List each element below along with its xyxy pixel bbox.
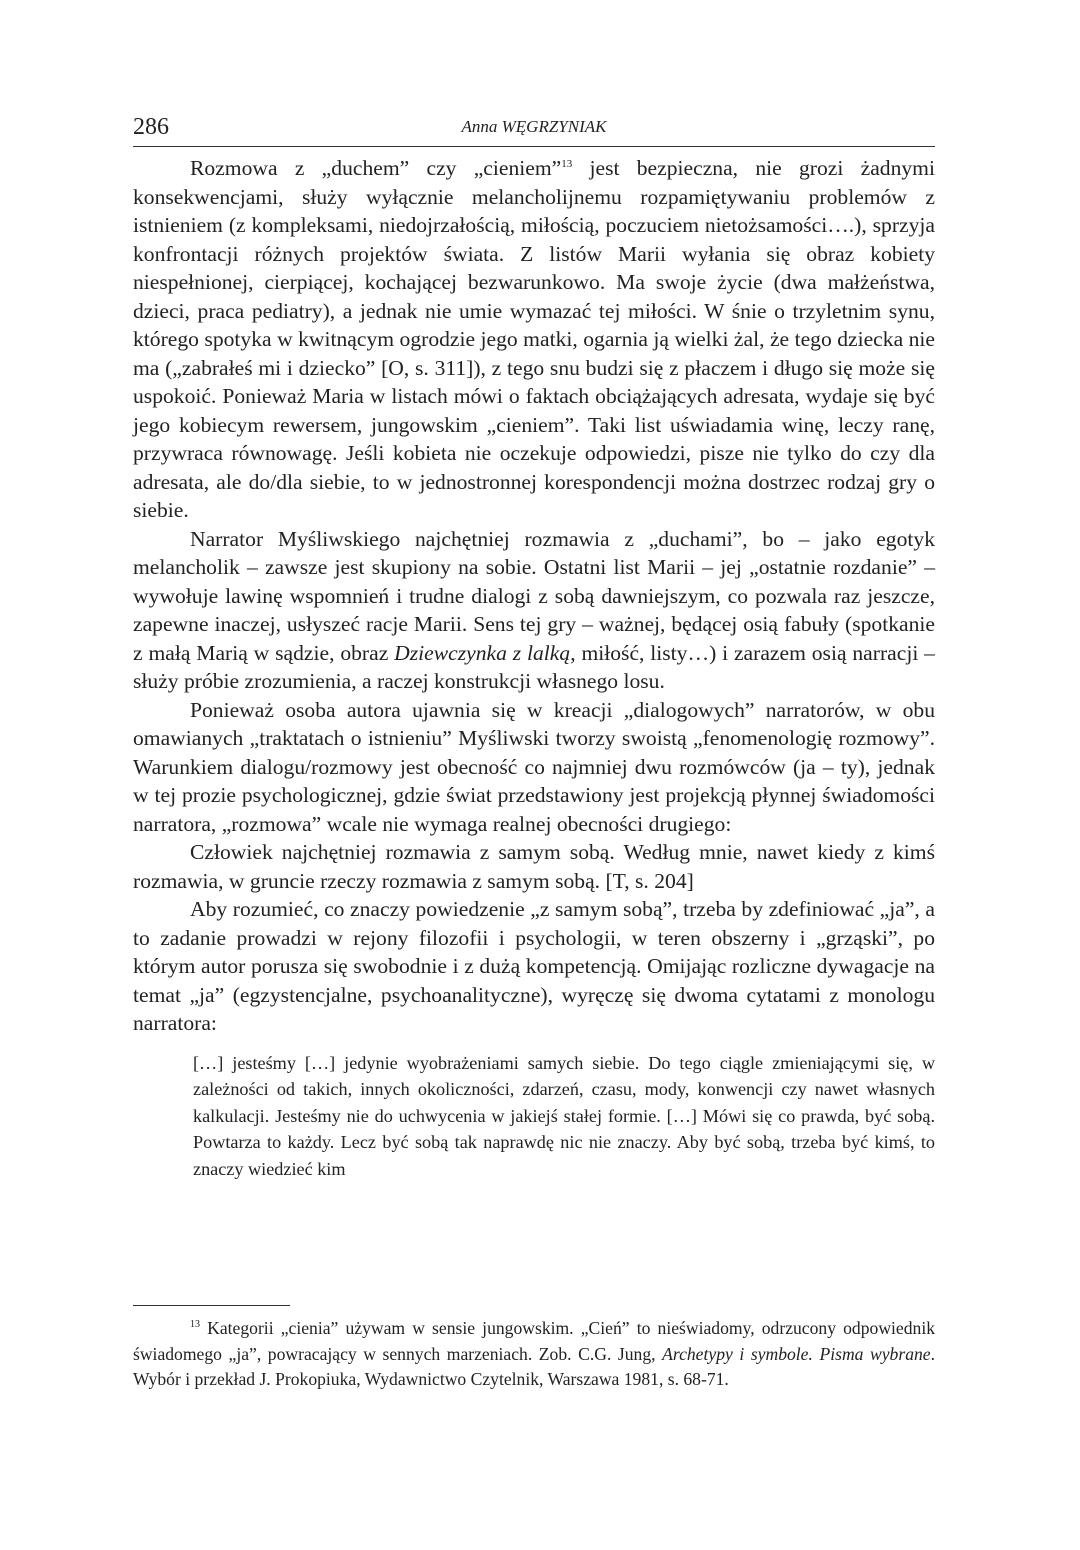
paragraph-text: Narrator Myśliwskiego najchętniej rozmawia z „duchami”, bo – jako egotyk melancholik – zawsze jest skupiony na sobie. Ostatni list Marii – jej „ostatnie rozdanie” – wywołuje lawinę wspomnień i trudne dialogi z sobą dawniejszym, co pozwala raz jeszcze, zapewne inaczej, usłyszeć racje Marii. Sens tej gry – ważnej, będącej osią fabuły (spotkanie z małą Marią w sądzie, obraz: [133, 526, 935, 665]
page-header: [133, 112, 935, 147]
paragraph-1: [133, 154, 935, 525]
paragraph-3: [133, 696, 935, 839]
paragraph-text: Ponieważ osoba autora ujawnia się w kreacji „dialogowych” narratorów, w obu omawianych „traktatach o istnieniu” Myśliwski tworzy swoistą „fenomenologię rozmowy”. Warunkiem dialogu/rozmowy jest obecność co najmniej dwu rozmówców (ja – ty), jednak w tej prozie psychologicznej, gdzie świat przedstawiony jest projekcją płynnej świadomości narratora, „rozmowa” wcale nie wymaga realnej obecności drugiego:: [133, 697, 935, 836]
footnote-marker: 13: [190, 1319, 200, 1330]
block-quote: […] jesteśmy […] jedynie wyobrażeniami samych siebie. Do tego ciągle zmieniającymi się, w zależności od takich, innych okoliczności, zdarzeń, czasu, mody, konwencji czy nawet własnych kalkulacji. Jesteśmy nie do uchwycenia w jakiejś stałej formie. […] Mówi się co prawda, być sobą. Powtarza to każdy. Lecz być sobą tak naprawdę nic nie znaczy. Aby być sobą, trzeba być kimś, to znaczy wiedzieć kim: [193, 1052, 935, 1179]
running-head-author: Anna WĘGRZYNIAK: [461, 117, 607, 136]
quote-text: Człowiek najchętniej rozmawia z samym sobą. Według mnie, nawet kiedy z kimś rozmawia, w gruncie rzeczy rozmawia z samym sobą. [T, s. 204]: [133, 840, 935, 893]
footnote-text: . Wybór i przekład J. Prokopiuka, Wydawnictwo Czytelnik, Warszawa 1981, s. 68-71.: [133, 1343, 936, 1389]
page: [133, 112, 936, 1389]
inline-quote: [133, 838, 935, 895]
paragraph-text: jest bezpieczna, nie grozi żadnymi konsekwencjami, służy wyłącznie melancholijnemu rozpamiętywaniu problemów z istnieniem (z kompleksami, niedojrzałością, miłością, poczuciem nietożsamości….), sprzyja konfrontacji różnych projektów świata. Z listów Marii wyłania się obraz kobiety niespełnionej, cierpiącej, kochającej bezwarunkowo. Ma swoje życie (dwa małżeństwa, dzieci, praca pediatry), a jednak nie umie wymazać tej miłości. W śnie o trzyletnim synu, którego spotyka w kwitnącym ogrodzie jego matki, ogarnia ją wielki żal, że tego dziecka nie ma („zabrałeś mi i dziecko” [O, s. 311]), z tego snu budzi się z płaczem i długo się może się uspokoić. Ponieważ Maria w listach mówi o faktach obciążających adresata, wydaje się być jego kobiecym rewersem, jungowskim „cieniem”. Taki list uświadamia winę, leczy ranę, przywraca równowagę. Jeśli kobieta nie oczekuje odpowiedzi, pisze nie tylko do czy dla adresata, ale do/dla siebie, to w jednostronnej korespondencji można dostrzec rodzaj gry o siebie.: [133, 156, 935, 522]
paragraph-text: Rozmowa z „duchem” czy „cieniem”: [190, 156, 562, 180]
paragraph-text: Aby rozumieć, co znaczy powiedzenie „z samym sobą”, trzeba by zdefiniować „ja”, a to zadanie prowadzi w rejony filozofii i psychologii, w teren obszerny i „grząski”, po którym autor porusza się swobodnie i z dużą kompetencją. Omijając rozliczne dywagacje na temat „ja” (egzystencjalne, psychoanalityczne), wyręczę się dwoma cytatami z monologu narratora:: [133, 897, 935, 1035]
painting-title: Dziewczynka z lalką: [394, 640, 571, 665]
footnote-reference[interactable]: 13: [561, 158, 573, 170]
paragraph-2: [133, 525, 935, 696]
book-title: Archetypy i symbole. Pisma wybrane: [662, 1343, 931, 1364]
paragraph-text: , miłość, listy…) i zarazem osią narracji – służy próbie zrozumienia, a raczej konstrukcji własnego losu.: [133, 640, 935, 693]
paragraph-4: [133, 895, 935, 1038]
page-number: 286: [133, 114, 169, 140]
footnote-13: [133, 1316, 935, 1393]
body-text: [133, 154, 935, 1038]
footnote-text: Kategorii „cienia” używam w sensie jungowskim. „Cień” to nieświadomy, odrzucony odpowiednik świadomego „ja”, powracający w sennych marzeniach. Zob. C.G. Jung,: [133, 1318, 935, 1364]
footnote-separator: [133, 1305, 290, 1306]
